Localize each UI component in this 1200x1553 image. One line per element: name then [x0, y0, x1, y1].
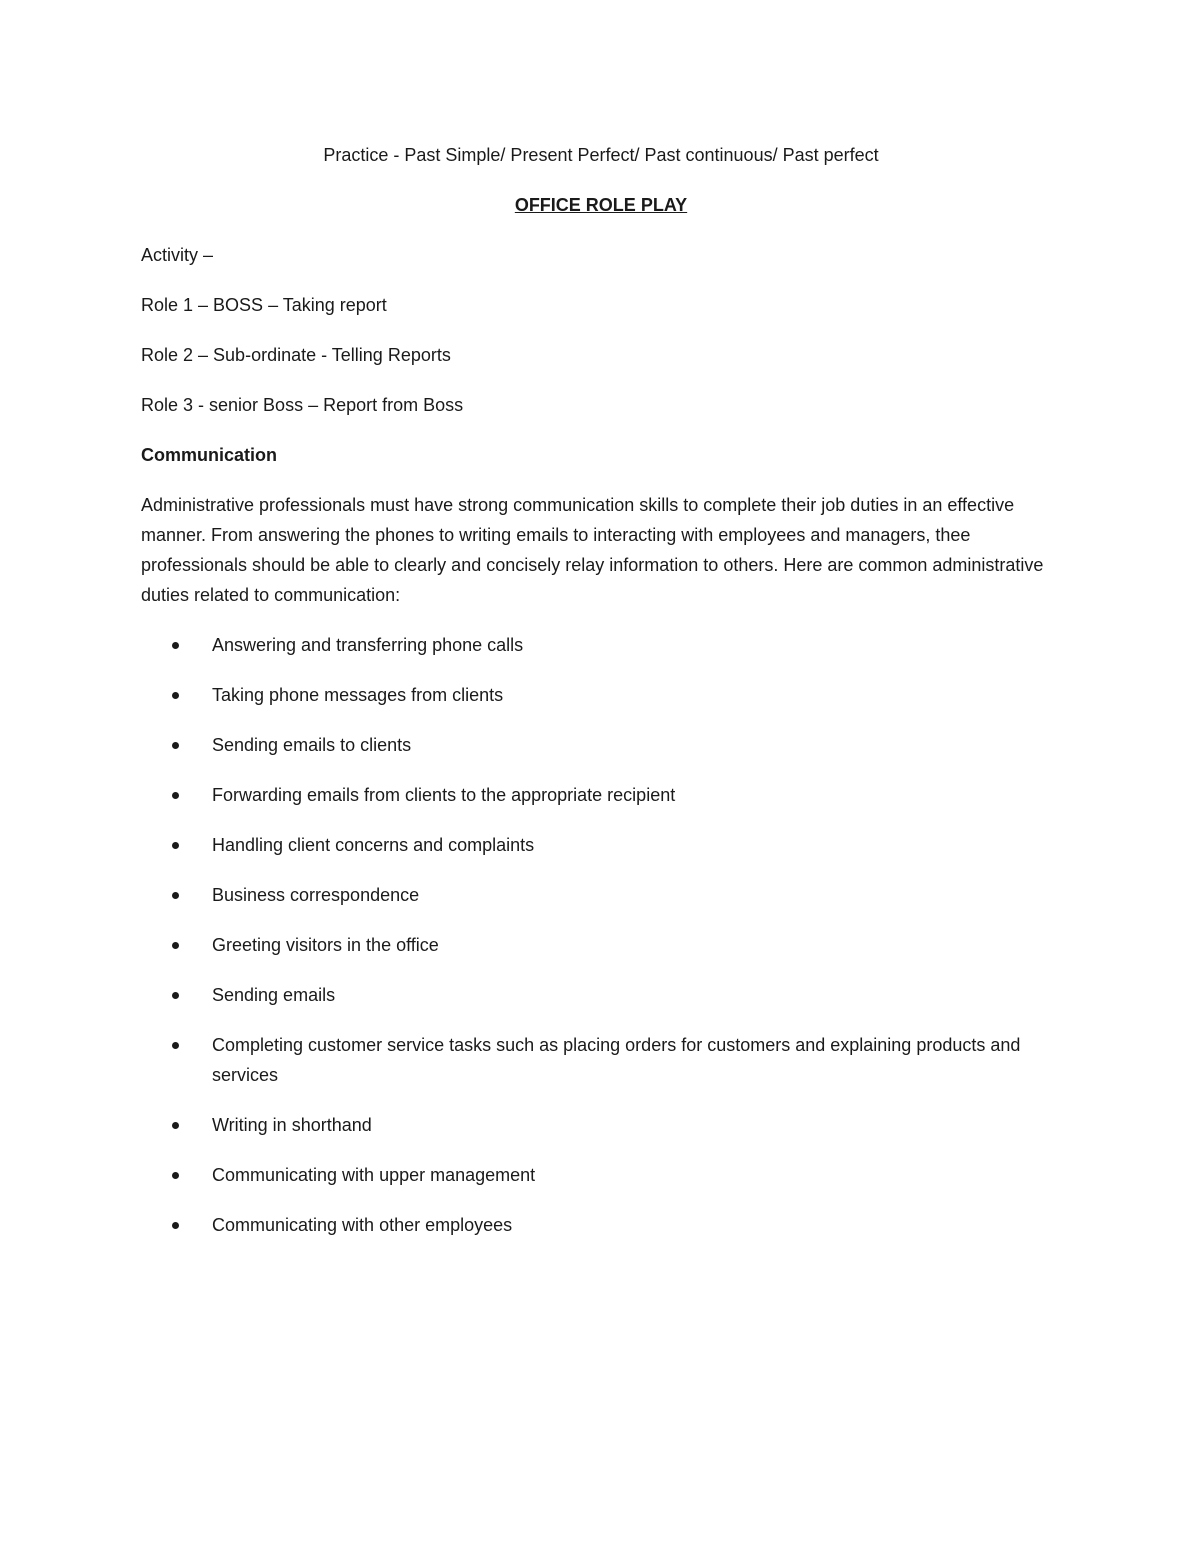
list-item-text: Sending emails to clients	[212, 735, 412, 755]
document-body	[141, 140, 1061, 1260]
list-item-text: Communicating with other employees	[212, 1215, 513, 1235]
intro-paragraph: Administrative professionals must have strong communication skills to complete their job duties in an effective manner. From answering the phones to writing emails to interacting with employees and managers, thee professionals should be able to clearly and concisely relay information to others. Here are common administrative duties related to communication:	[141, 495, 1044, 605]
list-item-text: Completing customer service tasks such as placing orders for customers and explaining products and services	[212, 1035, 1021, 1085]
list-item	[141, 930, 1061, 960]
bullet-icon	[172, 992, 179, 999]
role-3: Role 3 - senior Boss – Report from Boss	[141, 395, 464, 415]
list-item	[141, 1110, 1061, 1140]
list-item	[141, 1030, 1061, 1090]
bullet-icon	[172, 1042, 179, 1049]
list-item-text: Communicating with upper management	[212, 1165, 536, 1185]
bullet-icon	[172, 842, 179, 849]
list-item	[141, 980, 1061, 1010]
duties-list	[141, 630, 1061, 1240]
bullet-icon	[172, 1122, 179, 1129]
bullet-icon	[172, 1222, 179, 1229]
list-item	[141, 1160, 1061, 1190]
list-item	[141, 730, 1061, 760]
list-item-text: Writing in shorthand	[212, 1115, 372, 1135]
bullet-icon	[172, 1172, 179, 1179]
list-item-text: Handling client concerns and complaints	[212, 835, 535, 855]
list-item	[141, 780, 1061, 810]
role-2: Role 2 – Sub-ordinate - Telling Reports	[141, 345, 451, 365]
role-1: Role 1 – BOSS – Taking report	[141, 295, 387, 315]
bullet-icon	[172, 692, 179, 699]
list-item	[141, 680, 1061, 710]
section-heading: Communication	[141, 445, 278, 465]
list-item	[141, 830, 1061, 860]
list-item-text: Taking phone messages from clients	[212, 685, 504, 705]
list-item	[141, 880, 1061, 910]
bullet-icon	[172, 942, 179, 949]
list-item-text: Answering and transferring phone calls	[212, 635, 524, 655]
bullet-icon	[172, 892, 179, 899]
bullet-icon	[172, 792, 179, 799]
document-subtitle: Practice - Past Simple/ Present Perfect/ Past continuous/ Past perfect	[323, 145, 879, 165]
bullet-icon	[172, 742, 179, 749]
list-item	[141, 630, 1061, 660]
activity-label: Activity –	[141, 245, 214, 265]
list-item-text: Greeting visitors in the office	[212, 935, 439, 955]
list-item-text: Forwarding emails from clients to the appropriate recipient	[212, 785, 676, 805]
list-item-text: Business correspondence	[212, 885, 420, 905]
document-title: OFFICE ROLE PLAY	[514, 195, 688, 215]
list-item-text: Sending emails	[212, 985, 336, 1005]
bullet-icon	[172, 642, 179, 649]
list-item	[141, 1210, 1061, 1240]
